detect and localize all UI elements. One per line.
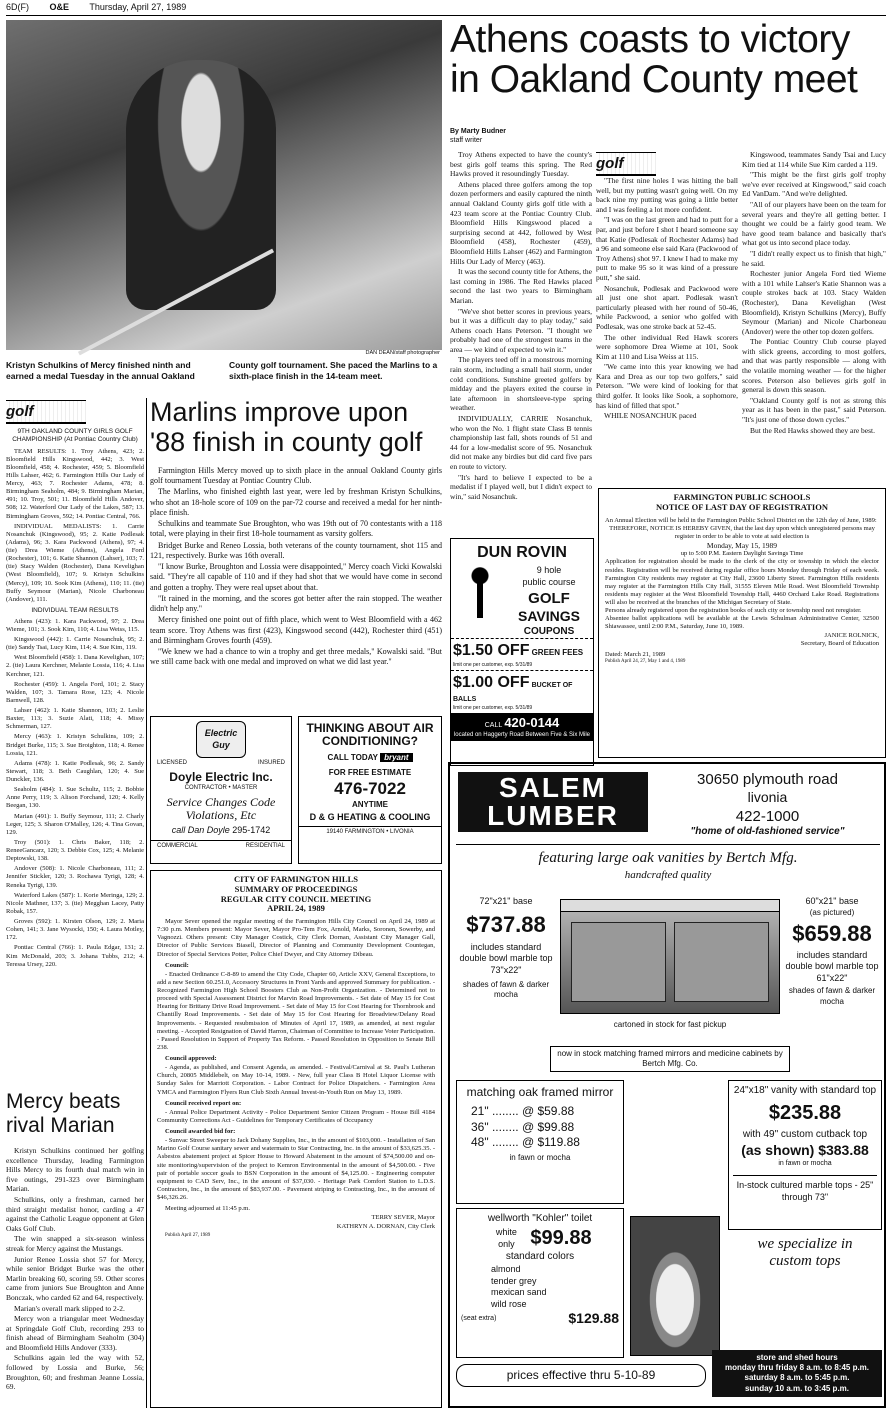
toilet-photo	[630, 1216, 720, 1356]
toilet-offer	[456, 1208, 624, 1358]
hours-weekday: monday thru friday 8 a.m. to 8:45 p.m.	[724, 1363, 870, 1373]
salem-street: 30650 plymouth road	[697, 771, 838, 788]
toilet-white: white only	[495, 1227, 517, 1249]
golf-results	[6, 428, 144, 1083]
marlins-para: "It rained in the morning, and the scores got better after the rain stopped. The weather didn't help any."	[150, 593, 442, 614]
golfer-silhouette-icon	[455, 565, 505, 637]
council-section: Council received report on:	[165, 1099, 242, 1107]
athens-para: "I was on the last green and had to putt for a par, and just before I shot I heard someone say that Katie (Podlesak of Rochester Adams) had a 96 and someone else said Kara (Packwood of Troy Athens) shot 97. I knew I had to make my putt to make 95 so it was kind of a pressure putt," she said.	[596, 215, 739, 282]
dunrovin-sub3: GOLF	[528, 589, 570, 607]
results-golf-logo	[6, 400, 86, 424]
team-line: Mercy (463): 1. Kristyn Schulkins, 109; 2. Bridget Burke, 115; 3. Sue Broighton, 118; 4. Renee Lossia, 121.	[6, 733, 144, 757]
page-date: Thursday, April 27, 1989	[89, 2, 187, 12]
marble-tops: In-stock cultured marble tops - 25" through 73"	[733, 1175, 877, 1203]
dunrovin-call-bar	[451, 713, 593, 741]
council-publish: Publish April 27, 1989	[165, 1232, 211, 1238]
athens-column-3	[742, 150, 886, 470]
council-title-2: SUMMARY OF PROCEEDINGS	[234, 883, 358, 894]
vanity-shades: shades of fawn & darker mocha	[788, 986, 876, 1006]
stock-note: cartoned in stock for fast pickup	[613, 1020, 727, 1029]
athens-golf-logo	[596, 152, 656, 176]
dunrovin-ad	[450, 538, 594, 766]
toilet-color-price: $129.88	[568, 1310, 619, 1327]
athens-para: Nosanchuk, Podlesak and Packwood were all just one shot apart. Podlesak wasn't particularly pleased with her round of 50-46, while Packwood, a senior who golfed with Podlesak, was one stroke back at 52-45.	[596, 283, 738, 331]
salem-feature	[456, 844, 880, 882]
council-items: - Annual Police Department Activity - Police Department Senior Citizen Program - House Bill 4184 Community Corrections Act - Guidelines for Temporary Certificates of Occupancy	[157, 1108, 435, 1124]
individual-medalists: INDIVIDUAL MEDALISTS: 1. Carrie Nosanchuk (Kingswood), 95; 2. Katie Podlesak (Adams), 96; 3. Kara Packwood (Athens), 97; 4. (tie) Drea Wieme (Athens), Angela Ford (Rochester), 101; 6. Katie Shannon (Lahser), 103; 7. (tie) Stacy Walden (Rochester), Dana Kevelighan (West Bloomfield), 107; 9. Kristyn Schulkins (Mercy), 109; 10. Sook Kim (Athens), 110; 11. (tie) Buffy Seymour (Marian), Nicole Charboneau (Andover), 111.	[6, 522, 144, 603]
mirror-offer	[456, 1080, 624, 1204]
athens-para: "The first nine holes I was hitting the ball well, but my putting wasn't going well. On my back nine my putting was going a little better and I was feeling a lot more confident.	[596, 176, 738, 214]
seat-extra: (seat extra)	[461, 1314, 497, 1322]
notice-title-2: NOTICE OF LAST DAY OF REGISTRATION	[655, 501, 828, 512]
salem-logo-line1: SALEM	[499, 772, 607, 803]
hours-sunday: sunday 10 a.m. to 3:45 p.m.	[744, 1383, 850, 1393]
coupon-item: GREEN FEES	[531, 648, 584, 658]
photo-caption: Kristyn Schulkins of Mercy finished ninth and earned a medal Tuesday in the annual Oakland County golf tournament. She paced the Marlins to a sixth-place finish in the 14-team meet.	[6, 360, 438, 381]
small-vanity-offer	[728, 1080, 882, 1230]
toilet-colors-heading: standard colors	[505, 1251, 575, 1263]
team-results: TEAM RESULTS: 1. Troy Athens, 423; 2. Bloomfield Hills Kingswood, 442; 3. West Bloomfield, 458; 4. Rochester, 459; 5. Bloomfield Hills Lahser, 462; 6. Farmington Hills Our Lady of Mercy, 463; 7. Rochester Adams, 478; 8. Birmingham Seaholm, 484; 9. Birmingham Marian, 491; 10. Troy, 501; 11. Bloomfield Hills Andover, 508; 12. Waterford Our Lady of the Lakes, 587; 13. Birmingham Groves, 592; 14. Pontiac Central, 766.	[6, 447, 144, 520]
athens-para: The players teed off in a monstrous morning rain storm, including a small hail storm, under cold conditions. Sunshine greeted golfers by midday and the players exited the course in late afternoon in shortsleeve-type spring weather.	[450, 355, 592, 413]
salem-logo	[458, 772, 648, 832]
notice-para: An Annual Election will be held in the Farmington Public School District on the 12th day of June, 1989:	[605, 516, 877, 524]
mirror-price: 21" ........ @ $59.88	[471, 1104, 575, 1119]
salem-logo-line2: LUMBER	[487, 800, 619, 831]
dg-ad	[298, 716, 442, 864]
hours-saturday: saturday 8 a.m. to 5:45 p.m.	[744, 1373, 850, 1383]
notice-signature: JANICE ROLNICK,	[824, 631, 879, 639]
team-line: Seaholm (484): 1. Sue Schultz, 115; 2. Bobbie Anne Perry, 119; 3. Alison Forchand, 120; 4. Kelly Beegan, 130.	[6, 786, 144, 810]
council-section: Council approved:	[165, 1055, 217, 1063]
marlins-para: "We knew we had a chance to win a trophy and get three medals," Kowalski said. "But we still came back with one medal and improved on what we did last year."	[150, 646, 442, 667]
council-signature-2: KATHRYN A. DORNAN, City Clerk	[336, 1223, 435, 1231]
doyle-ad	[150, 716, 292, 864]
council-section: Council:	[165, 961, 189, 969]
mercy-para: Schulkins, only a freshman, carned her third straight medalist honor, carding a 47 against the Catholic League opponent at Glen Oaks Golf Club.	[6, 1194, 144, 1233]
matching-banner: now in stock matching framed mirrors and medicine cabinets by Bertch Mfg. Co.	[550, 1046, 790, 1072]
cutback-heading: with 49" custom cutback top	[742, 1129, 868, 1141]
athens-column-1	[450, 150, 592, 501]
team-line: Waterford Lakes (587): 1. Korie Meringa, 129; 2. Nicole Mathner, 137; 3. (tie) Megghan Lacey, Patty Robak, 157.	[6, 891, 144, 915]
salem-phone: 422-1000	[735, 808, 800, 826]
vanity-desc: includes standard double bowl marble top 61"x22"	[785, 949, 879, 983]
athens-para: Kingswood, teammates Sandy Tsai and Lucy Kim tied at 114 while Sue Kim carded a 119.	[742, 150, 886, 169]
golfer-figure	[126, 60, 276, 310]
team-line: Adams (478): 1. Katie Podlesak, 96; 2. Sandy Stewart, 118; 3. Beth Caughlan, 120; 4. Sue Dunckler, 136.	[6, 759, 144, 784]
dunrovin-phone: 420-0144	[504, 715, 560, 731]
doyle-phone: 295-1742	[232, 825, 271, 836]
marlins-para: Mercy finished one point out of fifth place, which went to West Bloomfield with a 462 team score. Troy Athens was first (423), Kingswood second (442), Rochester third (451) and Birmingham Groves fourth (459).	[150, 615, 442, 645]
council-title-3: REGULAR CITY COUNCIL MEETING	[220, 893, 372, 904]
salem-address	[655, 770, 880, 839]
team-line: Marian (491): 1. Buffy Seymour, 111; 2. Charly Leger, 125; 3. Sharon O'Malley, 126; 4. Tina Govan, 129.	[6, 812, 144, 836]
team-line: Andover (508): 1. Nicole Charboneau, 111; 2. Jennifer Stickler, 120; 3. Rochawa Tyrigi, 128; 4. Reneka Tyrigi, 139.	[6, 865, 144, 889]
athens-para: "We've shot better scores in previous years, but it was a difficult day to play today," said Athens coach Hans Peterson. "I thought we probably had one of the strongest teams in the area — we kind of expected to win it."	[450, 306, 592, 354]
store-hours	[712, 1350, 882, 1397]
residential-label: RESIDENTIAL	[245, 842, 285, 849]
coupon-amount: $1.50 OFF	[453, 642, 530, 660]
council-title-1: CITY OF FARMINGTON HILLS	[234, 874, 358, 884]
vanity-desc: includes standard double bowl marble top 73"x22"	[459, 941, 553, 975]
notice-para: Application for registration should be made to the clerk of the city or township in which the elector resides. Registration will be received during regular office hours Monday through Friday of each week. Farmington City residents may register at City Hall, 23600 Liberty Street. Farmington Hills residents may register at the Farmington Hills City Hall, 31555 Eleven Mile Road. West Bloomfield Township residents may register at the West Bloomfield Township Hall, 4460 Orchard Lake Road. Registrations will also be received at the branches of the Michigan Secretary of State.	[605, 558, 879, 607]
marlins-story	[150, 466, 442, 710]
athens-byline	[450, 128, 600, 146]
insured-label: INSURED	[257, 760, 285, 767]
small-vanity-price: $235.88	[768, 1101, 842, 1124]
council-proceedings	[150, 870, 442, 1408]
mercy-para: The win snapped a six-season winless streak for Mercy against the Mustangs.	[6, 1234, 144, 1253]
dg-free: FOR FREE ESTIMATE	[328, 767, 412, 777]
council-title-4: APRIL 24, 1989	[267, 903, 325, 914]
licensed-label: LICENSED	[157, 760, 188, 767]
page-header	[6, 2, 886, 16]
athens-para: Troy Athens expected to have the county's best girls golf teams this spring. The Red Hawks proved it resoundingly Tuesday.	[450, 150, 592, 179]
athens-para: "It's hard to believe I expected to be a medalist if I played well, but I didn't expect to win," said Nosanchuk.	[450, 472, 592, 501]
golfer-photo	[6, 20, 442, 350]
toilet-color: mexican sand	[491, 1287, 547, 1298]
dg-name: D & G HEATING & COOLING	[309, 811, 431, 822]
golf-label: golf	[6, 400, 86, 424]
council-intro: Mayor Sever opened the regular meeting of the Farmington Hills City Council on April 24, 1989 at 7:30 p.m. Members present: Mayor Sever, Mayor Pro-Tem Fox, Arnold, Marks, Soronen, Sowerby, and Vagnozzi. Others present: City Manager Costick, City Clerk Dornan, Assistant City Manager Gall, Director of Public Services Biasell, Director of Planning and Community Development Countegan, Director of Special Services Potter, Police Chief Dwyer, and City Attorney Dibeau.	[157, 918, 435, 958]
athens-headline: Athens coasts to victory in Oakland County meet	[450, 18, 858, 101]
marlins-para: Bridget Burke and Reneo Lossia, both veterans of the county tournament, shot 115 and 121, respectively. Burke was 16th overall.	[150, 540, 442, 560]
notice-dated: Dated: March 21, 1989	[605, 650, 666, 658]
mercy-story	[6, 1146, 144, 1408]
council-section: Council awarded bid for:	[165, 1128, 236, 1136]
mercy-para: Kristyn Schulkins continued her golfing excellence Thursday, leading Farmington Hills Mercy to its fourth dual match win in five outings, 291-323 over Birmingham Marian.	[6, 1146, 144, 1194]
notice-para: Absentee ballot applications will be available at the Lewis Schulman Administrative Center, 32500 Shiawassee, until 2:00 P.M., Saturday, June 10, 1989.	[605, 615, 879, 631]
byline-role: staff writer	[450, 136, 483, 144]
feature-subline: handcrafted quality	[624, 869, 712, 882]
team-line: West Bloomfield (458): 1. Dana Kevelighan, 107; 2. (tie) Laura Kerchner, Melanie Lossia, 116; 4. Lisa Kerchner, 121.	[6, 654, 144, 678]
athens-para: WHILE NOSANCHUK paced	[604, 411, 697, 421]
council-signature-1: TERRY SEVER, Mayor	[371, 1214, 435, 1222]
paper-name: O&E	[49, 2, 70, 12]
mirror-price: 36" ........ @ $99.88	[471, 1119, 575, 1134]
marlins-para: "I know Burke, Broughton and Lossia were disappointed," Mercy coach Vicki Kowalski said. "They're all capable of 110 and if they had shot that we would have come in second and gotten a trophy. They were real upset about that.	[150, 562, 442, 592]
athens-para: The Pontiac Country Club course played with slick greens, according to most golfers, and that was partly responsible — along with the volatile morning weather — for the higher scores. Peterson also believes girls golf in general is down this season.	[742, 337, 886, 395]
results-title: 9TH OAKLAND COUNTY GIRLS GOLF CHAMPIONSHIP (At Pontiac Country Club)	[12, 428, 138, 443]
mercy-para: Marian's overall mark slipped to 2-2.	[14, 1303, 125, 1313]
salem-lumber-ad	[448, 762, 886, 1408]
mercy-para: Mercy won a triangular meet Wednesday at Springdale Golf Club, recording 293 to finish ahead of Birmingham Seaholm (304) and Bloomfield Hills Andover (333).	[6, 1314, 144, 1352]
school-notice	[598, 488, 886, 758]
mercy-para: Schulkins again led the way with 52, followed by Lossia and Burke, 56; Broughton, 60; and freshman Jeanne Lossia, 69.	[6, 1353, 144, 1392]
electric-guy-logo: Electric Guy	[196, 721, 246, 758]
dg-anytime: ANYTIME	[352, 799, 388, 809]
dunrovin-sub4: SAVINGS	[518, 607, 580, 624]
bryant-logo: bryant	[380, 753, 412, 762]
council-items: - Enacted Ordinance C-8-89 to amend the City Code, Chapter 60, Article XXV, General Exceptions, to add a new Section 60.251.0, Accessory Structures in Front Yards and approved Summary for publication. - Recognized Farmington High School Boosters Club as Non-Profit Organization. - Determined not to proceed with Special Assessment District for Marvin Road Improvements. - Set date of May 15 for Cost Hearing for Brittany Drive Road Improvement. - Set date of May 15 for Cost Hearing for Thornbrook and Chantilly Road Improvements. - Set date of May 15 for Cost Hearing for Broadview/Delany Road Improvements. - Requested resubmission of Minutes of April 17, 1989, as amended, at next regular meeting. - Accepted Resignation of David Harron, Chairman of Committee to Increase Voter Participation. - Passed Resolution in Support of Property Tax Reform. - Passed Resolution in Opposition to Senate Bill 238.	[157, 970, 435, 1051]
doyle-slogan: Service Changes Code Violations, Etc	[166, 794, 276, 822]
commercial-label: COMMERCIAL	[157, 842, 198, 849]
dunrovin-sub1: 9 hole	[536, 565, 562, 576]
call-label: CALL	[484, 722, 503, 730]
vanity-price: $659.88	[792, 920, 872, 946]
dunrovin-sub5: COUPONS	[523, 625, 575, 637]
dunrovin-name: DUN ROVIN	[477, 544, 567, 561]
individual-title: INDIVIDUAL TEAM RESULTS	[31, 606, 119, 614]
athens-para: "All of our players have been on the team for several years and they're all getting better. I thought we could be a fairly good team. We have good team balance and basically that's what got us into second place today.	[742, 199, 886, 248]
dunrovin-location: located on Haggerty Road Between Five & Six Mile	[453, 731, 591, 738]
vanity-72-offer	[456, 896, 556, 1001]
cutback-finish: in fawn or mocha	[778, 1160, 832, 1168]
council-adjourn: Meeting adjourned at 11:45 p.m.	[165, 1205, 250, 1213]
marlins-para: Schulkins and teammate Sue Broughton, who was 19th out of 70 contestants with a 118 total, were playing in their first 18-hole tournament as varsity golfers.	[150, 519, 442, 539]
vanity-size: 72"x21" base	[479, 896, 533, 906]
notice-para: up to 5:00 P.M. Eastern Daylight Savings Time	[680, 550, 804, 558]
athens-para: Rochester junior Angela Ford tied Wieme with a 101 while Lahser's Katie Shannon was a couple strokes back at 103. Stacy Walden (Rochester), Dana Kevelighan (West Bloomfield), Kristyn Schulkins (Mercy), Buffy Seymour (Marian) and Nicole Charboneau (Andover) were the other top dozen golfers.	[742, 269, 886, 336]
notice-para: Persons already registered upon the registration books of such city or township need not reregister.	[605, 607, 862, 615]
athens-para: "We came into this year knowing we had Kara and Drea as our top two golfers," said Peterson. "We were kind of looking for that third golfer. It looks like Sook, a sophomore, has kind of filled that spot."	[596, 362, 738, 410]
council-items: - Agenda, as published, and Consent Agenda, as amended. - Festival/Carnival at St. Paul's Lutheran Church, 20805 Middlebelt, on May 10-14, 1989. - New, full year Class B Hotel Liquor License with Sunday Sales for Marriott Corporation. - Labor Contract for Police Dispatchers. - Farmington Area YMCA and Farmington Flyers Run Club Sixth Annual Invest-in-Youth Run on May 13, 1989.	[157, 1064, 435, 1096]
vanity-size: 60"x21" base	[805, 896, 859, 906]
athens-para: "I didn't really expect us to finish that high," he said.	[742, 248, 886, 268]
vanity-60-offer	[782, 896, 882, 1007]
notice-publish: Publish April 24, 27, May 1 and 4, 1989	[605, 658, 686, 664]
team-line: Athens (423): 1. Kara Packwood, 97; 2. Drea Wieme, 101; 3. Sook Kim, 110; 4. Lisa Weiss, 115.	[6, 617, 144, 633]
toilet-heading: wellworth "Kohler" toilet	[487, 1213, 593, 1224]
photo-credit: DAN DEAN/staff photographer	[365, 350, 440, 356]
athens-para: Athens placed three golfers among the top dozen performers and easily captured the ninth annual Oakland County girls golf title with a 423 team score at the Pontiac Country Club. Bloomfield Hills Kingswood placed a surprising second at 442, followed by West Bloomfield (458), Rochester (459), Bloomfield Hills Lahser (462) and Farmington Hills Our Lady of Mercy (463).	[450, 179, 592, 266]
doyle-sub: CONTRACTOR • MASTER	[184, 785, 258, 792]
marlins-para: Farmington Hills Mercy moved up to sixth place in the annual Oakland County girls golf tournament Tuesday at Pontiac Country Club.	[150, 466, 442, 486]
salem-tagline: "home of old-fashioned service"	[690, 826, 845, 838]
toilet-color: tender grey	[491, 1275, 537, 1286]
athens-column-2	[596, 176, 738, 472]
athens-para: INDIVIDUALLY, CARRIE Nosanchuk, who won the No. 1 flight state Class B tennis championship last fall, shots rounds of 51 and 44 for a low-medalist score of 95. Nosanchuk did not make any birdies but did card five pars en route to victory.	[450, 414, 592, 471]
coupon-green-fees[interactable]	[451, 638, 593, 670]
page-number: 6D(F)	[6, 2, 29, 12]
athens-para: "This might be the first girls golf trophy we've ever received at Kingswood," said coach Ed VanDam. "And we're delighted.	[742, 170, 886, 199]
mirror-finish: in fawn or mocha	[509, 1153, 571, 1163]
team-line: Kingswood (442): 1. Carrie Nosanchuk, 95; 2. (tie) Sandy Tsai, Lucy Kim, 114; 4. Sue Kim, 119.	[6, 636, 144, 652]
prices-effective: prices effective thru 5-10-89	[456, 1364, 706, 1387]
dunrovin-sub2: public course	[522, 576, 576, 587]
council-items: - Sunvac Street Sweeper to Jack Dohany Supplies, Inc., in the amount of $103,000. - Installation of San Marino Golf Course sanitary sewer and watermain to Star Contracting, Inc. in the amount of $33,625.35. - Asbestos abatement project at Spicer House to Howard Abatement in the amount of $74,500.00 and on-site monitoring/supervision of the project to Kemron Environmental in the amount of $4,500.00. - Five pair of portable soccer goals to BSN Corporation in the amount of $4,125.00. - Engineering computer equipment to CAD Serv, Inc., in the amount of $37,030. - Heritage Park Comfort Station to L.D.S. Contractors, Inc., in the amount of $83,937.00. - Pavement striping to Contracting, Inc., in the amount of $46,326.26.	[157, 1137, 435, 1202]
custom-tops: we specialize in custom tops	[757, 1236, 853, 1269]
toilet-price: $99.88	[530, 1226, 592, 1249]
marlins-para: The Marlins, who finished eighth last year, were led by freshman Kristyn Schulkins, who shot an 18-hole score of 109 on the par-72 course and received a medal for her ninth-place finish.	[150, 487, 442, 517]
notice-date: Monday, May 15, 1989	[706, 540, 778, 550]
athens-para: But the Red Hawks showed they are best.	[750, 425, 875, 435]
dg-addr: 19140 FARMINGTON • LIVONIA	[299, 826, 441, 837]
notice-title-1: FARMINGTON PUBLIC SCHOOLS	[673, 492, 811, 502]
mirror-price: 48" ........ @ $119.88	[471, 1135, 580, 1150]
golf-label: golf	[596, 152, 656, 176]
doyle-name: Doyle Electric Inc.	[169, 769, 273, 784]
hours-heading: store and shed hours	[756, 1353, 838, 1362]
notice-para: THEREFORE, NOTICE IS HEREBY GIVEN, that the last day upon which unregistered persons may register in order to be able to vote at said election is	[609, 524, 875, 540]
toilet-color: almond	[491, 1264, 521, 1275]
coupon-item: BUCKET OF BALLS	[453, 682, 573, 703]
athens-para: The other individual Red Hawk scorers were sophomore Drea Wieme at 101, Sook Kim at 110 and Lisa Weiss at 115.	[596, 332, 738, 361]
mercy-headline: Mercy beats rival Marian	[6, 1090, 121, 1138]
byline-author: By Marty Budner	[450, 128, 507, 135]
salem-city: livonia	[747, 789, 788, 806]
notice-signature-title: Secretary, Board of Education	[800, 639, 879, 647]
vanity-as-pictured: (as pictured)	[809, 907, 855, 917]
vanity-photo	[560, 899, 780, 1014]
dg-call: CALL TODAY	[327, 753, 378, 763]
team-line: Troy (501): 1. Chris Baker, 118; 2. ReneeGancarz, 120; 3. Debbie Cox, 125; 4. Melanie Deptowski, 138.	[6, 838, 144, 863]
team-line: Rochester (459): 1. Angela Ford, 101; 2. Stacy Walden, 107; 3. Tamara Rose, 123; 4. Nicole Barnwell, 128.	[6, 680, 144, 704]
athens-para: It was the second county title for Athens, the last coming in 1986. The Red Hawks placed second the last two years to Birmingham Marian.	[450, 267, 592, 305]
dg-phone: 476-7022	[334, 778, 406, 798]
mirror-heading: matching oak framed mirror	[466, 1085, 614, 1099]
coupon-fine: limit one per customer, exp. 5/31/89	[453, 704, 533, 711]
small-vanity-heading: 24"x18" vanity with standard top	[733, 1085, 877, 1096]
team-line: Groves (592): 1. Kirsten Olson, 129; 2. Maria Cohen, 141; 3. Jane Wysocki, 150; 4. Laura Motley, 172.	[6, 918, 144, 942]
column-rule	[146, 398, 147, 1408]
feature-line: featuring large oak vanities by Bertch Mfg.	[538, 850, 798, 866]
athens-para: "Oakland County golf is not as strong this year as it has been in the past," said Peterson. "It's just one of those down cycles."	[742, 395, 886, 425]
vanity-shades: shades of fawn & darker mocha	[462, 980, 550, 1000]
toilet-color: wild rose	[491, 1298, 527, 1309]
coupon-bucket-balls[interactable]	[451, 670, 593, 713]
coupon-amount: $1.00 OFF	[453, 674, 530, 692]
marlins-headline: Marlins improve upon '88 finish in county golf	[150, 397, 423, 457]
coupon-fine: limit one per customer, exp. 5/31/89	[453, 661, 533, 668]
doyle-call: call Dan Doyle	[171, 825, 230, 836]
team-line: Lahser (462): 1. Katie Shannon, 103; 2. Leslie Baxter, 113; 3. Suzie Alati, 118; 4. Missy Schmerman, 127.	[6, 707, 144, 731]
dg-head: THINKING ABOUT AIR CONDITIONING?	[306, 721, 434, 749]
vanity-price: $737.88	[466, 911, 546, 937]
team-line: Pontiac Central (766): 1. Paula Edgar, 131; 2. Kim McDonald, 203; 3. Johana Tubbs, 212; 4. Teressa Ursey, 220.	[6, 944, 144, 968]
cutback-price: (as shown) $383.88	[741, 1142, 869, 1159]
mercy-para: Junior Renee Lossia shot 57 for Mercy, while senior Bridget Burke was the other Marlin breaking 60, scoring 59. Other scores came from juniors Sue Broughton and Anne Bonczak, who carded 62 and 64, respectively.	[6, 1254, 144, 1302]
